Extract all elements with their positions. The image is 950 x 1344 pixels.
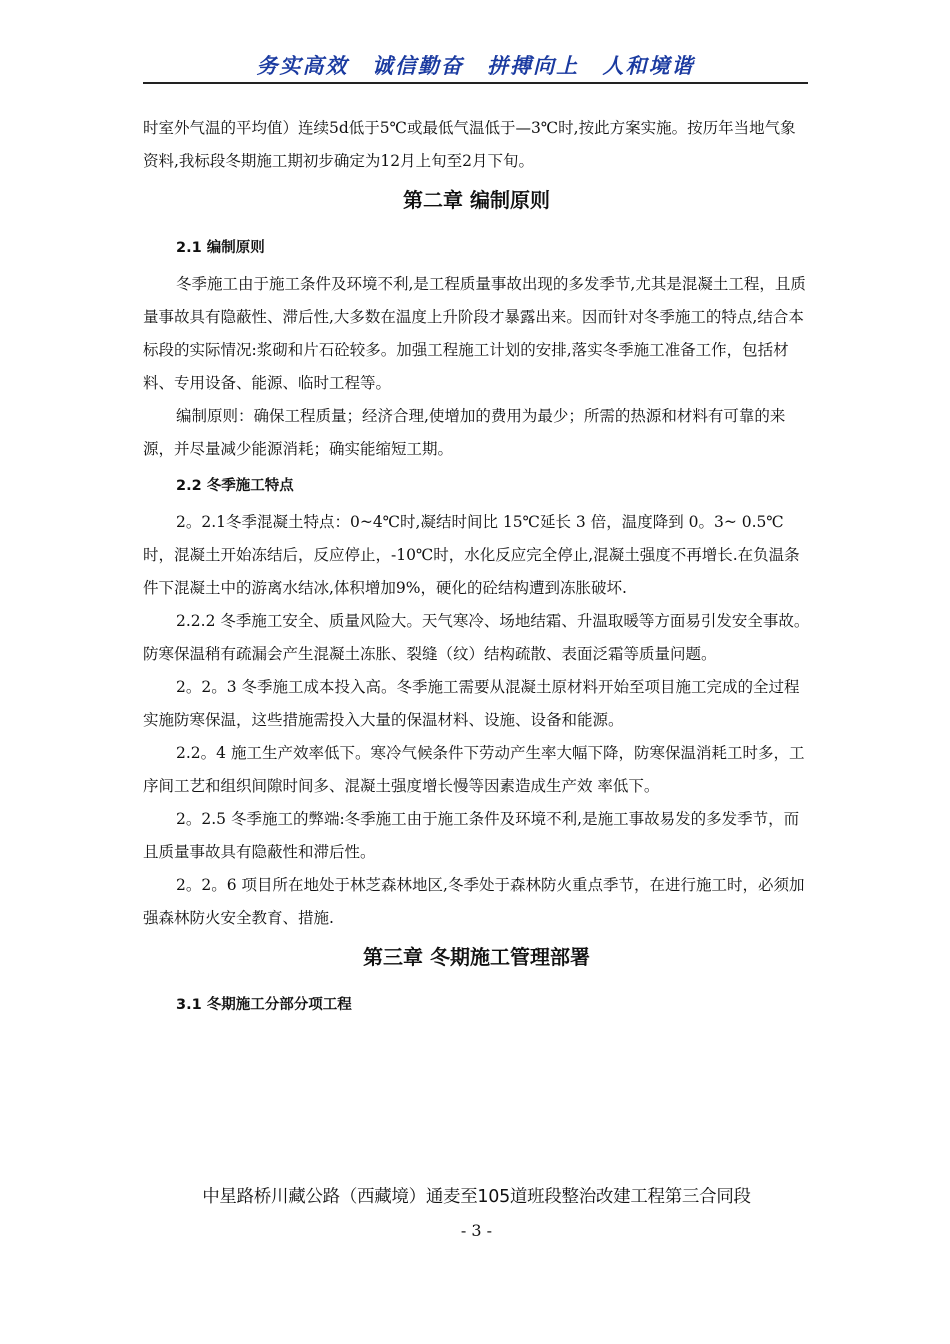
section-2-2-2-paragraph: 2.2.2 冬季施工安全、质量风险大。天气寒冷、场地结霜、升温取暖等方面易引发安全事故。防寒保温稍有疏漏会产生混凝土冻胀、裂缝（纹）结构疏散、表面泛霜等质量问题。 — [143, 612, 810, 663]
footer-project-name: 中星路桥川藏公路（西藏境）通麦至105道班段整治改建工程第三合同段 — [202, 1187, 751, 1207]
section-2-2-6-paragraph: 2。2。6 项目所在地处于林芝森林地区,冬季处于森林防火重点季节，在进行施工时，必须加强森林防火安全教育、措施. — [143, 876, 805, 927]
section-2-1-title: 2.1 编制原则 — [176, 240, 265, 256]
section-2-2-3-paragraph: 2。2。3 冬季施工成本投入高。冬季施工需要从混凝土原材料开始至项目施工完成的全过程实施防寒保温，这些措施需投入大量的保温材料、设施、设备和能源。 — [143, 678, 800, 729]
intro-paragraph: 时室外气温的平均值）连续5d低于5℃或最低气温低于—3℃时,按此方案实施。按历年当地气象资料,我标段冬期施工期初步确定为12月上旬至2月下旬。 — [143, 119, 796, 170]
section-2-2-title: 2.2 冬季施工特点 — [176, 478, 294, 494]
section-2-2-5-paragraph: 2。2.5 冬季施工的弊端:冬季施工由于施工条件及环境不利,是施工事故易发的多发季节，而且质量事故具有隐蔽性和滞后性。 — [143, 810, 800, 861]
section-2-2-4-paragraph: 2.2。4 施工生产效率低下。寒冷气候条件下劳动产生率大幅下降，防寒保温消耗工时多，工序间工艺和组织间隙时间多、混凝土强度增长慢等因素造成生产效 率低下。 — [143, 744, 805, 795]
section-2-1-paragraph-1: 冬季施工由于施工条件及环境不利,是工程质量事故出现的多发季节,尤其是混凝土工程，且质量事故具有隐蔽性、滞后性,大多数在温度上升阶段才暴露出来。因而针对冬季施工的特点,结合本标段的实际情况:浆砌和片石砼较多。加强工程施工计划的安排,落实冬季施工准备工作，包括材料、专用设备、能源、临时工程等。 — [143, 275, 806, 392]
page-header — [143, 46, 808, 84]
chapter-2-title: 第二章 编制原则 — [403, 188, 550, 212]
document-body — [143, 112, 810, 1025]
page-number: - 3 - — [460, 1221, 493, 1240]
section-3-1-title: 3.1 冬期施工分部分项工程 — [176, 997, 352, 1013]
section-2-2-1-paragraph: 2。2.1冬季混凝土特点：0~4℃时,凝结时间比 15℃延长 3 倍，温度降到 0。3~ 0.5℃时，混凝土开始冻结后，反应停止，-10℃时，水化反应完全停止,混凝土强度不再增长.在负温条件下混凝土中的游离水结冰,体积增加9%，硬化的砼结构遭到冻胀破坏. — [143, 513, 800, 597]
section-2-1-paragraph-2: 编制原则：确保工程质量；经济合理,使增加的费用为最少；所需的热源和材料有可靠的来源，并尽量减少能源消耗；确实能缩短工期。 — [143, 407, 786, 458]
header-motto: 务实高效 诚信勤奋 拼搏向上 人和境谐 — [256, 53, 695, 78]
chapter-3-title: 第三章 冬期施工管理部署 — [363, 945, 590, 969]
